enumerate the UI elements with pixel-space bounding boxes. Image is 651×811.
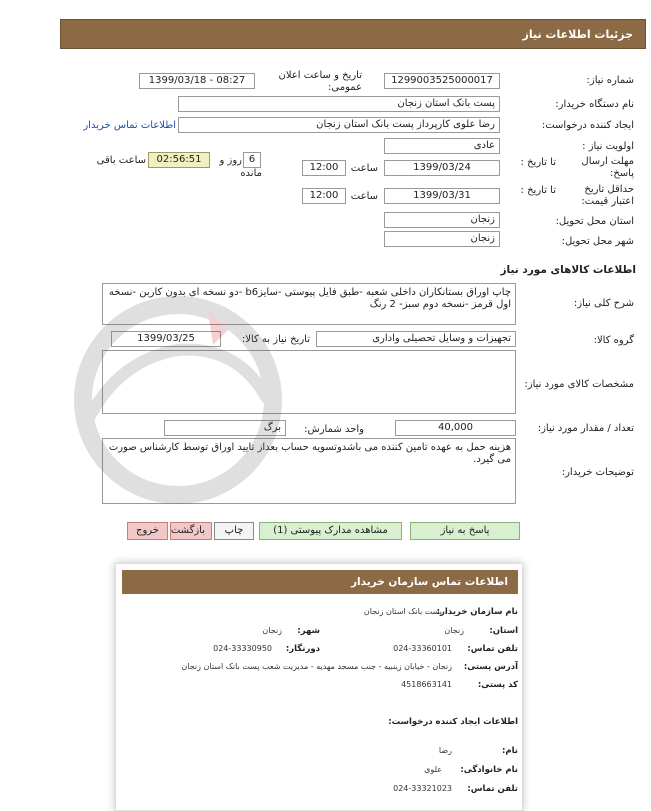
notes-textarea[interactable]: هزینه حمل به عهده تامین کننده می باشدوتسویه حساب بعداز تایید اوراق توسط کارشناس صورت می گیرد. <box>102 438 516 504</box>
respond-button[interactable]: پاسخ به نیاز <box>410 522 520 540</box>
c-city: زنجان <box>262 626 282 635</box>
qty-field: 40,000 <box>395 420 516 436</box>
group-label: گروه کالا: <box>593 335 634 346</box>
c-province: زنجان <box>444 626 464 635</box>
remaining-label: ساعت باقی <box>96 155 146 166</box>
creator-label: ایجاد کننده درخواست: <box>541 120 634 131</box>
validity-time-field: 12:00 <box>302 188 346 204</box>
c-address: زنجان - خیابان زینبیه - جنب مسجد مهدیه - مدیریت شعب پست بانک استان زنجان <box>181 662 452 671</box>
group-field: تجهیزات و وسایل تحصیلی واداری <box>316 331 516 347</box>
c-first-name: رضا <box>438 746 452 755</box>
c-fax-label: دورنگار: <box>285 644 320 654</box>
specs-textarea[interactable] <box>102 350 516 414</box>
c-city-label: شهر: <box>297 626 320 636</box>
deadline-label: مهلت ارسال پاسخ: <box>581 156 634 179</box>
c-postal: 4518663141 <box>401 680 452 689</box>
c-phone: 024-33360101 <box>393 644 452 653</box>
summary-textarea[interactable]: چاپ اوراق بستانکاران داخلی شعبه -طبق فایل پیوستی -سایزb6 -دو نسخه ای بدون کاربن -نسخه اول قرمز -نسخه دوم سبز- 2 رنگ <box>102 283 516 325</box>
qty-label: تعداد / مقدار مورد نیاز: <box>537 423 634 434</box>
back-button[interactable]: بازگشت <box>170 522 212 540</box>
deadline-time-label: ساعت <box>350 163 378 174</box>
announce-label: تاریخ و ساعت اعلان عمومی: <box>278 70 362 93</box>
exit-button[interactable]: خروج <box>127 522 168 540</box>
deadline-to-label: تا تاریخ : <box>520 157 556 168</box>
c-address-label: آدرس پستی: <box>463 662 518 672</box>
page-title: جزئیات اطلاعات نیاز <box>60 19 646 49</box>
deadline-time-field: 12:00 <box>302 160 346 176</box>
specs-label: مشخصات کالای مورد نیاز: <box>524 379 634 390</box>
buyer-org-label: نام دستگاه خریدار: <box>555 99 634 110</box>
goods-section-title: اطلاعات کالاهای مورد نیاز <box>500 264 636 276</box>
c-postal-label: کد پستی: <box>477 680 518 690</box>
c-buyer-name-label: نام سازمان خریدار: <box>436 607 518 617</box>
c-phone-label: تلفن تماس: <box>467 644 518 654</box>
contact-card <box>115 563 523 811</box>
print-button[interactable]: چاپ <box>214 522 254 540</box>
c-creator-title: اطلاعات ایجاد کننده درخواست: <box>388 717 518 727</box>
c-fax: 024-33330950 <box>213 644 272 653</box>
priority-field: عادی <box>384 138 500 154</box>
unit-field: برگ <box>164 420 286 436</box>
days-word: روز و <box>219 155 242 166</box>
c-creator-phone: 024-33321023 <box>393 784 452 793</box>
validity-date-field: 1399/03/31 <box>384 188 500 204</box>
attachments-button[interactable]: مشاهده مدارک پیوستی (1) <box>259 522 402 540</box>
remaining-timer: 02:56:51 <box>148 152 210 168</box>
deadline-date-field: 1399/03/24 <box>384 160 500 176</box>
validity-to-label: تا تاریخ : <box>520 185 556 196</box>
validity-label: حداقل تاریخ اعتبار قیمت: <box>581 184 634 207</box>
notes-label: توضیحات خریدار: <box>561 467 634 478</box>
validity-time-label: ساعت <box>350 191 378 202</box>
c-last-name: علوی <box>424 765 442 774</box>
need-date-field: 1399/03/25 <box>111 331 221 347</box>
province-field: زنجان <box>384 212 500 228</box>
need-number-label: شماره نیاز: <box>586 75 634 86</box>
need-date-label: تاریخ نیاز به کالا: <box>241 334 310 345</box>
c-last-name-label: نام خانوادگی: <box>460 765 518 775</box>
buyer-org-field: پست بانک استان زنجان <box>178 96 500 112</box>
summary-label: شرح کلی نیاز: <box>573 298 634 309</box>
city-label: شهر محل تحویل: <box>561 236 634 247</box>
announce-field: 1399/03/18 - 08:27 <box>139 73 255 89</box>
remaining-days-field: 6 <box>243 152 261 168</box>
c-creator-phone-label: تلفن تماس: <box>467 784 518 794</box>
remaining-word: مانده <box>240 168 262 179</box>
c-province-label: استان: <box>489 626 518 636</box>
c-first-name-label: نام: <box>501 746 518 756</box>
creator-field: رضا علوی کارپرداز پست بانک استان زنجان <box>178 117 500 133</box>
contact-info-link[interactable]: اطلاعات تماس خریدار <box>83 120 176 131</box>
need-number-field: 1299003525000017 <box>384 73 500 89</box>
c-buyer-name: پست بانک استان زنجان <box>363 607 442 616</box>
province-label: استان محل تحویل: <box>555 216 634 227</box>
city-field: زنجان <box>384 231 500 247</box>
unit-label: واحد شمارش: <box>304 424 364 435</box>
priority-label: اولویت نیاز : <box>582 141 634 152</box>
contact-card-title: اطلاعات تماس سازمان خریدار <box>122 570 518 594</box>
